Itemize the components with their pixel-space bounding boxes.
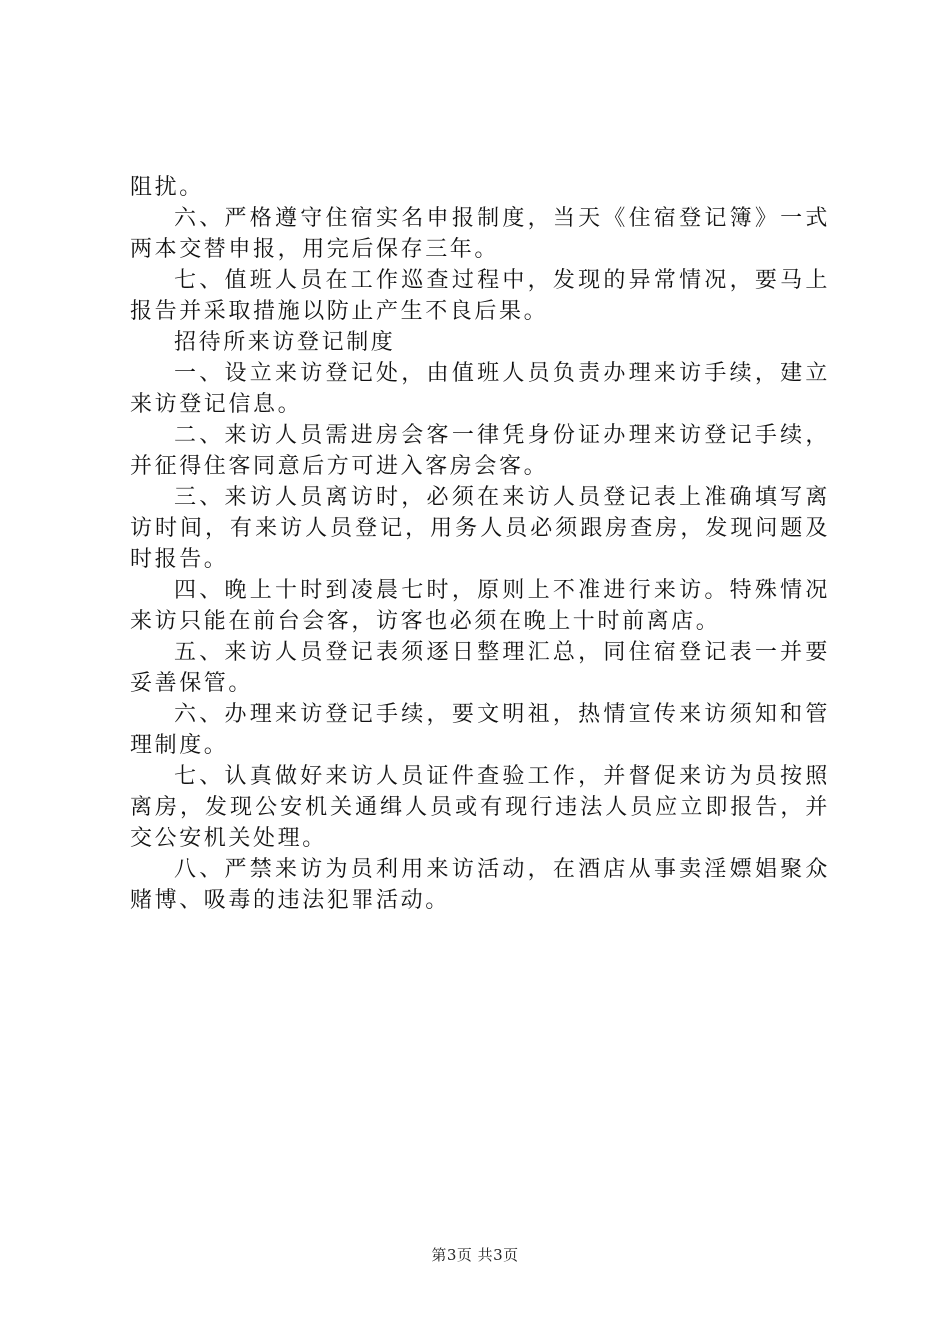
paragraph-continuation: 阻扰。	[130, 175, 204, 200]
section-title: 招待所来访登记制度	[174, 330, 396, 355]
paragraph: 四、晚上十时到凌晨七时，原则上不准进行来访。特殊情况来访只能在前台会客，访客也必须在晚上十时前离店。	[130, 578, 830, 634]
page-footer	[0, 1244, 950, 1265]
paragraph: 五、来访人员登记表须逐日整理汇总，同住宿登记表一并要妥善保管。	[130, 640, 830, 696]
document-body	[130, 172, 830, 916]
paragraph: 六、严格遵守住宿实名申报制度，当天《住宿登记簿》一式两本交替申报，用完后保存三年。	[130, 206, 830, 262]
paragraph: 二、来访人员需进房会客一律凭身份证办理来访登记手续，并征得住客同意后方可进入客房会客。	[130, 423, 830, 479]
paragraph: 六、办理来访登记手续，要文明祖，热情宣传来访须知和管理制度。	[130, 702, 830, 758]
paragraph: 八、严禁来访为员利用来访活动，在酒店从事卖淫嫖娼聚众赌博、吸毒的违法犯罪活动。	[130, 857, 830, 913]
page-number-label: 第3页 共3页	[431, 1246, 519, 1264]
paragraph: 七、认真做好来访人员证件查验工作，并督促来访为员按照离房，发现公安机关通缉人员或有现行违法人员应立即报告，并交公安机关处理。	[130, 764, 830, 851]
paragraph: 一、设立来访登记处，由值班人员负责办理来访手续，建立来访登记信息。	[130, 361, 830, 417]
paragraph: 七、值班人员在工作巡查过程中，发现的异常情况，要马上报告并采取措施以防止产生不良后果。	[130, 268, 830, 324]
paragraph: 三、来访人员离访时，必须在来访人员登记表上准确填写离访时间，有来访人员登记，用务人员必须跟房查房，发现问题及时报告。	[130, 485, 830, 572]
